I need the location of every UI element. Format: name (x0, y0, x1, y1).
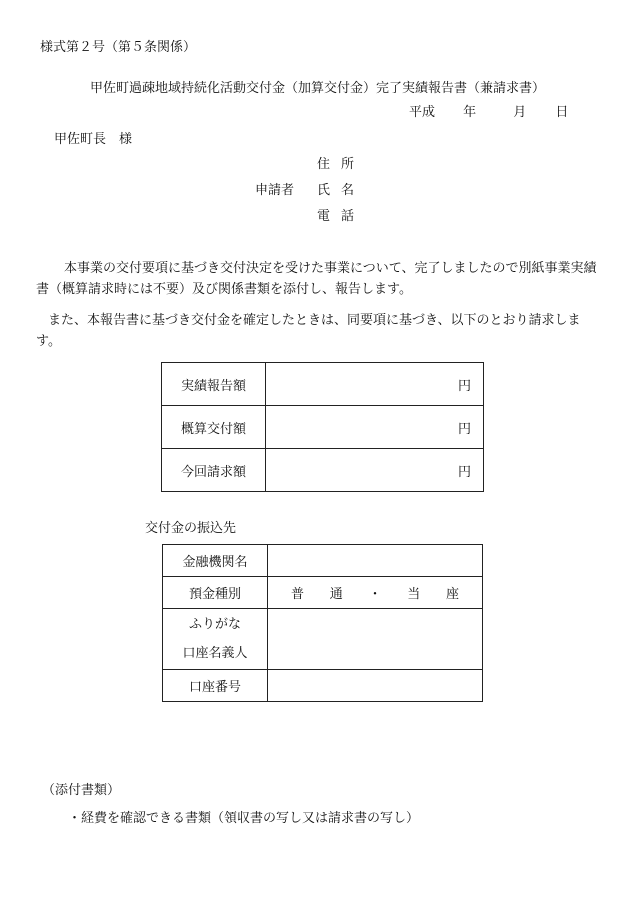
estimated-amount-label: 概算交付額 (162, 406, 266, 449)
date-day: 日 (555, 105, 569, 120)
table-row (162, 449, 484, 492)
bank-table (162, 544, 483, 702)
furigana-label: ふりがな (188, 617, 241, 632)
addressee: 甲佐町長 様 (54, 132, 133, 147)
name-field-label (317, 179, 354, 198)
estimated-amount-value[interactable] (266, 406, 484, 449)
attachment-item: ・経費を確認できる書類（領収書の写し又は請求書の写し） (68, 811, 420, 826)
claim-amount-value[interactable] (266, 449, 484, 492)
account-holder-field[interactable] (268, 609, 483, 670)
date-month: 月 (513, 105, 527, 120)
actual-amount-value[interactable] (266, 363, 484, 406)
table-row (163, 670, 483, 702)
form-number: 様式第２号（第５条関係） (40, 40, 197, 55)
address-char-1: 住 (317, 157, 331, 172)
page-title: 甲佐町過疎地域持続化活動交付金（加算交付金）完了実績報告書（兼請求書） (90, 81, 546, 96)
date-line (409, 101, 568, 120)
name-char-1: 氏 (317, 183, 331, 198)
option-separator: ・ (368, 587, 382, 602)
phone-char-1: 電 (317, 209, 331, 224)
claim-amount-label: 今回請求額 (162, 449, 266, 492)
account-number-label: 口座番号 (163, 670, 268, 702)
institution-label: 金融機関名 (163, 545, 268, 577)
phone-field-label (317, 205, 354, 224)
yen-unit: 円 (457, 464, 471, 480)
attachments-heading: （添付書類） (42, 783, 121, 798)
date-era: 平成 (409, 105, 436, 120)
bank-section-title: 交付金の振込先 (145, 521, 237, 536)
yen-unit: 円 (457, 378, 471, 394)
account-number-field[interactable] (268, 670, 483, 702)
option-char: 当 (407, 587, 421, 602)
deposit-type-field[interactable] (268, 577, 483, 609)
option-char: 通 (329, 587, 343, 602)
table-row (162, 363, 484, 406)
table-row (162, 406, 484, 449)
report-paragraph: 本事業の交付要項に基づき交付決定を受けた事業について、完了しましたので別紙事業実績書（概算請求時には不要）及び関係書類を添付し、報告します。 (36, 261, 597, 297)
claim-paragraph: また、本報告書に基づき交付金を確定したときは、同要項に基づき、以下のとおり請求します。 (36, 313, 581, 349)
account-holder-label (163, 609, 268, 670)
phone-char-2: 話 (341, 209, 355, 224)
deposit-type-options (269, 583, 481, 602)
table-row (163, 545, 483, 577)
option-char: 普 (291, 587, 305, 602)
address-char-2: 所 (341, 157, 355, 172)
table-row (163, 609, 483, 670)
actual-amount-label: 実績報告額 (162, 363, 266, 406)
table-row (163, 577, 483, 609)
holder-name-label: 口座名義人 (182, 646, 248, 661)
date-year: 年 (463, 105, 477, 120)
address-field-label (317, 153, 354, 172)
name-char-2: 名 (341, 183, 355, 198)
yen-unit: 円 (457, 421, 471, 437)
deposit-type-label: 預金種別 (163, 577, 268, 609)
amount-table (161, 362, 484, 492)
institution-field[interactable] (268, 545, 483, 577)
applicant-label: 申請者 (255, 183, 295, 198)
option-char: 座 (445, 587, 459, 602)
